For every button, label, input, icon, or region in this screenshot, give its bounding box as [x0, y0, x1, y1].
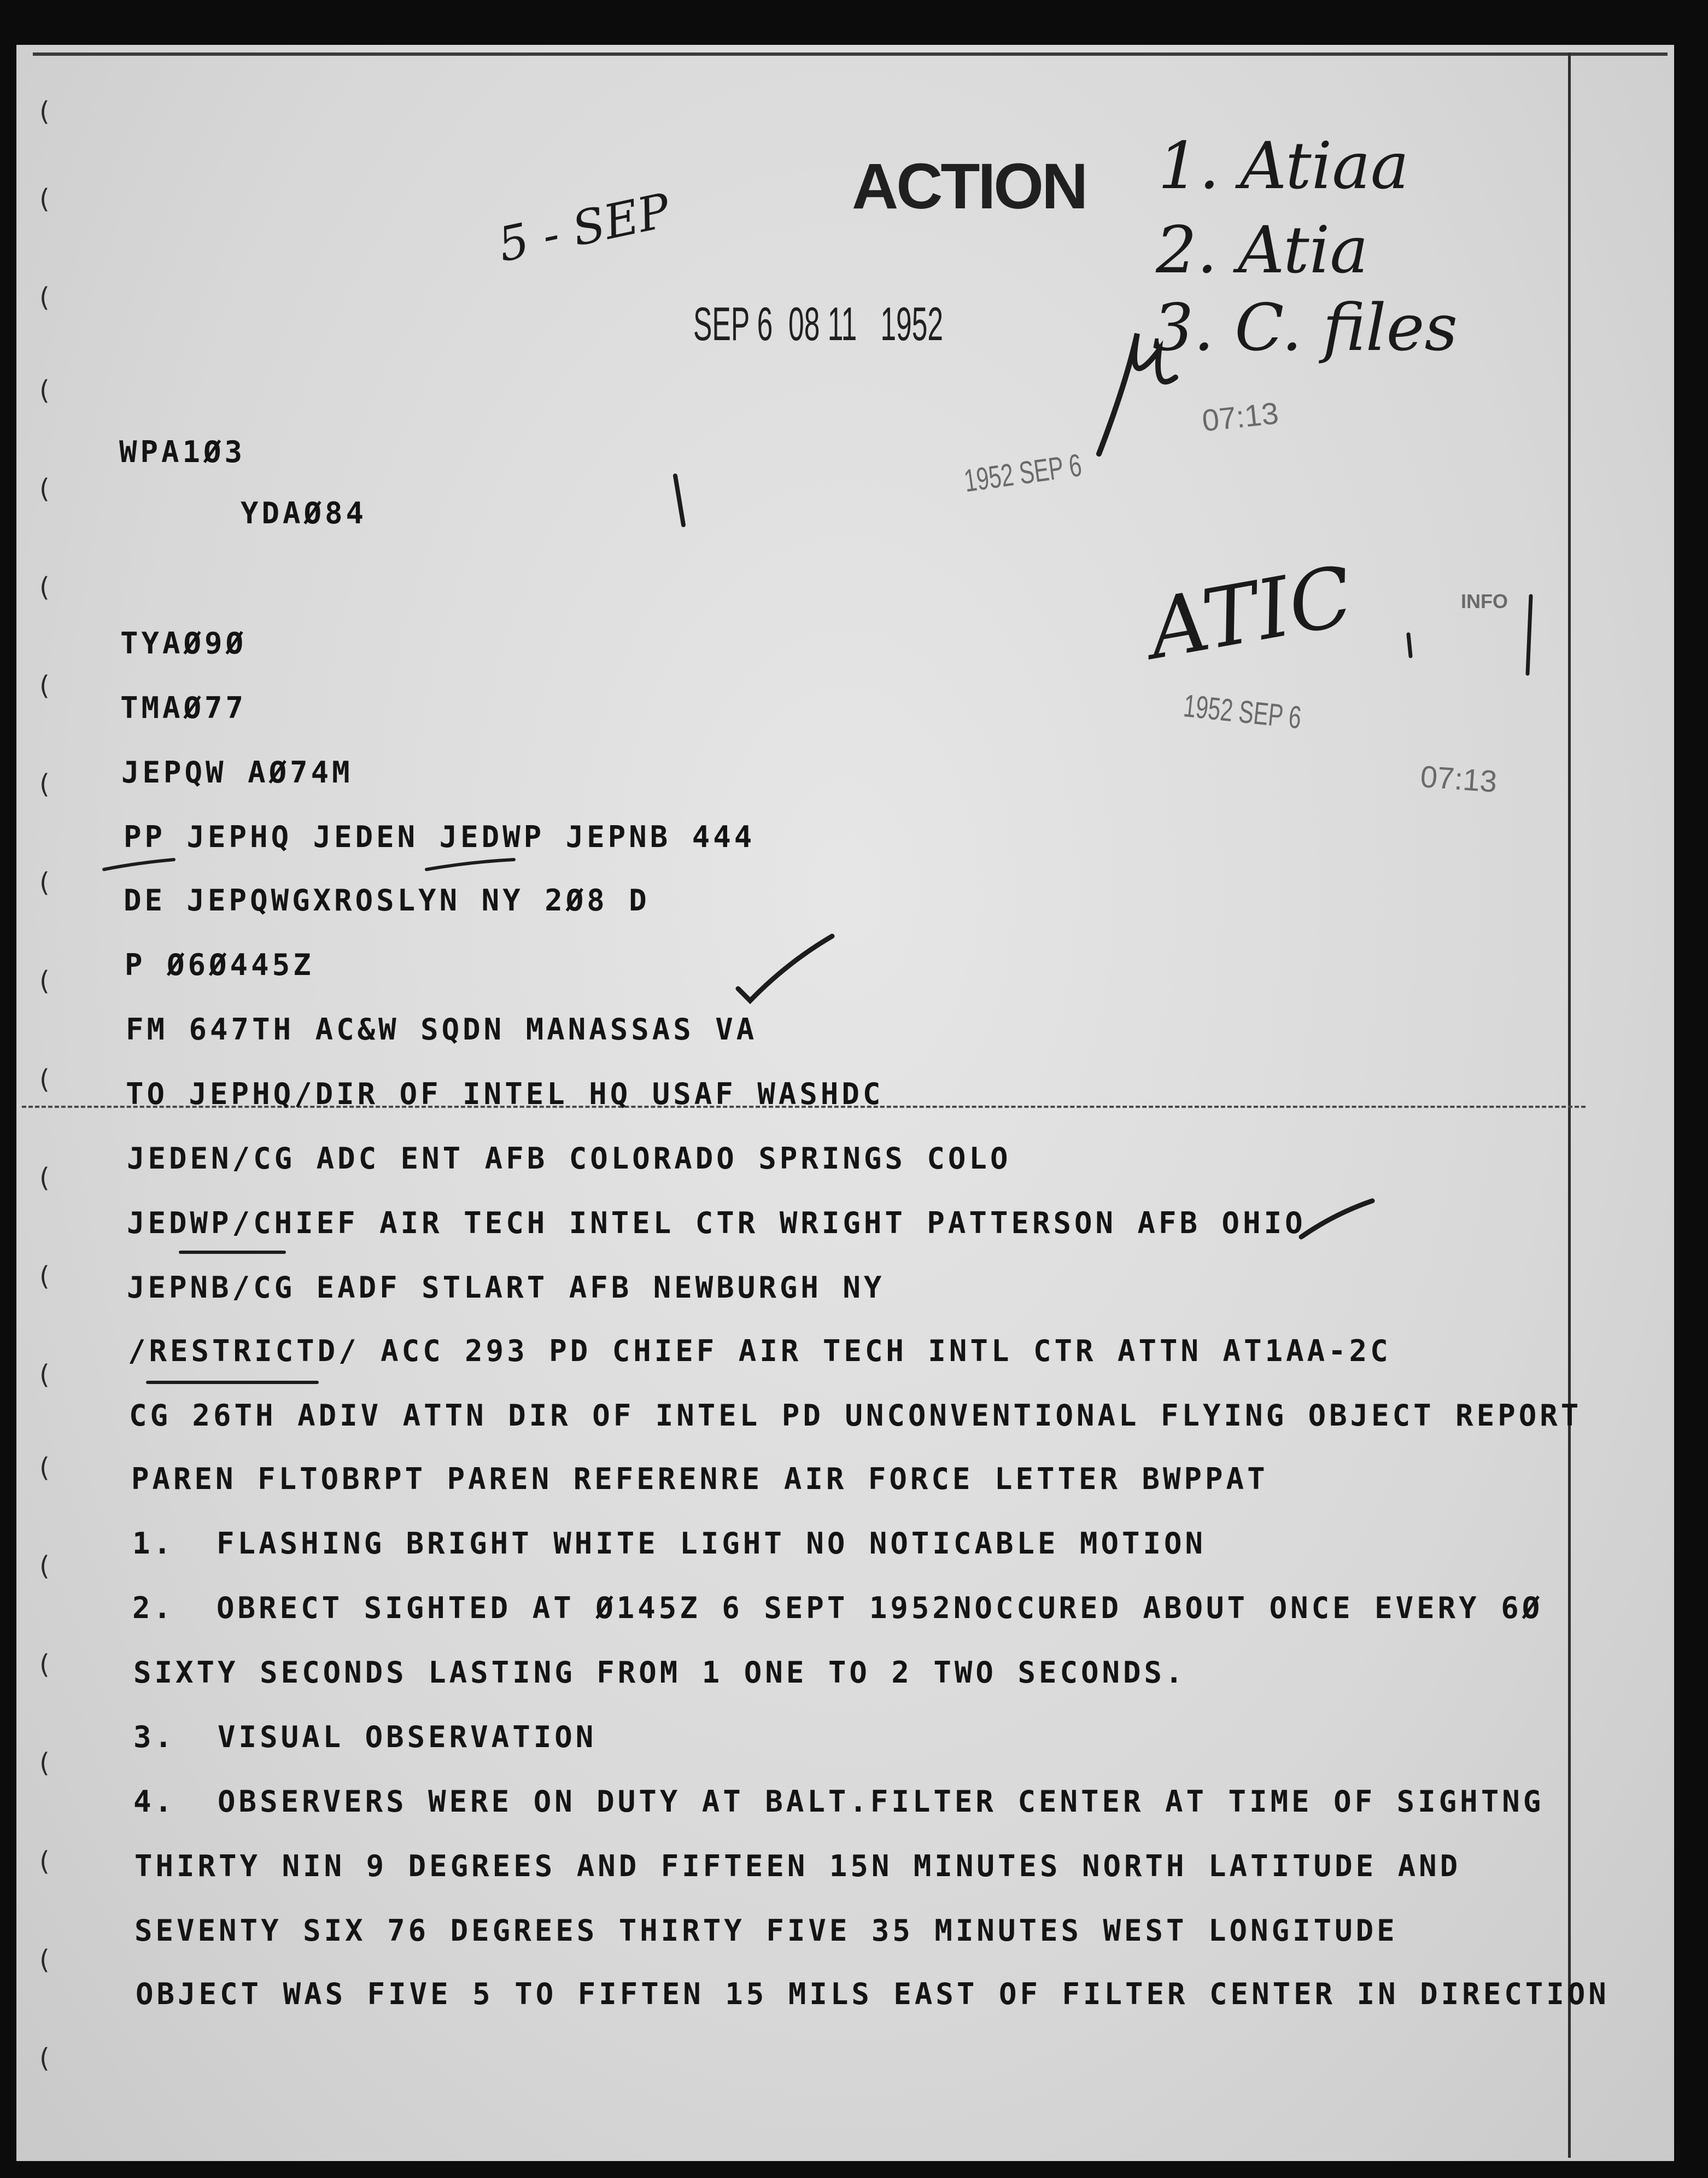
punch-mark: (: [39, 184, 50, 214]
punch-mark: (: [39, 1846, 50, 1877]
message-line: 3. VISUAL OBSERVATION: [133, 1720, 597, 1754]
receipt-stroke: [1528, 596, 1531, 674]
message-line: /RESTRICTD/ ACC 293 PD CHIEF AIR TECH INTL CTR ATTN AT1AA-2C: [128, 1334, 1391, 1368]
punch-mark: (: [39, 670, 50, 701]
time-stamp: 07:13: [1200, 395, 1280, 438]
punch-mark: (: [39, 1163, 50, 1193]
time-stamp-2: 07:13: [1419, 759, 1499, 799]
handwritten-date-note: 5 - SEP: [493, 183, 675, 273]
handwritten-routing-1: 1. Atiaa: [1158, 128, 1409, 203]
message-line: OBJECT WAS FIVE 5 TO FIFTEN 15 MILS EAST OF FILTER CENTER IN DIRECTION: [136, 1977, 1610, 2011]
message-line: CG 26TH ADIV ATTN DIR OF INTEL PD UNCONVENTIONAL FLYING OBJECT REPORT: [129, 1398, 1582, 1433]
action-stamp: ACTION: [852, 150, 1086, 223]
message-line: 1. FLASHING BRIGHT WHITE LIGHT NO NOTICABLE MOTION: [132, 1526, 1207, 1561]
message-line: P Ø6Ø445Z: [125, 948, 314, 982]
message-line: JEDWP/CHIEF AIR TECH INTEL CTR WRIGHT PATTERSON AFB OHIO: [127, 1206, 1306, 1240]
punch-mark: (: [39, 1261, 50, 1292]
received-stamp-3: 1952 SEP 6: [1181, 688, 1303, 736]
check-mark-icon: [1301, 1201, 1372, 1237]
underline-jephq: [104, 860, 174, 869]
punch-mark: (: [39, 769, 50, 799]
received-stamp-2: 1952 SEP 6: [962, 447, 1084, 499]
punch-mark: (: [39, 1452, 50, 1483]
receipt-stroke: [1408, 634, 1411, 656]
message-line: 4. OBSERVERS WERE ON DUTY AT BALT.FILTER CENTER AT TIME OF SIGHTNG: [133, 1784, 1545, 1819]
punch-mark: (: [39, 1064, 50, 1095]
message-line: 2. OBRECT SIGHTED AT Ø145Z 6 SEPT 1952NOCCURED ABOUT ONCE EVERY 6Ø: [132, 1591, 1543, 1625]
message-line: TO JEPHQ/DIR OF INTEL HQ USAF WASHDC: [126, 1077, 884, 1111]
message-line: JEPNB/CG EADF STLART AFB NEWBURGH NY: [127, 1270, 885, 1305]
message-line: WPA1Ø3: [119, 435, 246, 469]
punch-mark: (: [39, 96, 50, 127]
punch-mark: (: [39, 966, 50, 996]
message-line: JEDEN/CG ADC ENT AFB COLORADO SPRINGS COLO: [127, 1141, 1011, 1176]
punch-mark: (: [39, 474, 50, 504]
handwritten-routing-2: 2. Atia: [1156, 212, 1368, 288]
check-mark-icon: [738, 936, 832, 1001]
punch-mark: (: [39, 1748, 50, 1778]
punch-mark: (: [39, 1551, 50, 1581]
message-line: YDAØ84: [241, 496, 367, 530]
receipt-stroke: [675, 476, 683, 525]
message-line: TYAØ9Ø: [120, 626, 247, 661]
message-line: JEPQW AØ74M: [121, 755, 353, 790]
message-line: FM 647TH AC&W SQDN MANASSAS VA: [126, 1012, 758, 1047]
message-line: DE JEPQWGXROSLYN NY 2Ø8 D: [124, 883, 650, 918]
punch-mark: (: [39, 572, 50, 603]
initials-stroke: [1099, 334, 1175, 454]
message-line: THIRTY NIN 9 DEGREES AND FIFTEEN 15N MINUTES NORTH LATITUDE AND: [134, 1849, 1461, 1883]
handwritten-atic: ATIC: [1141, 548, 1360, 678]
punch-mark: (: [39, 375, 50, 406]
underline-jedwp: [426, 860, 514, 869]
handwritten-routing-3: 3. C. files: [1153, 290, 1458, 365]
punch-mark: (: [39, 282, 50, 313]
message-line: PP JEPHQ JEDEN JEDWP JEPNB 444: [124, 820, 756, 854]
message-line: TMAØ77: [120, 691, 247, 725]
punch-mark: (: [39, 1945, 50, 1975]
info-box-label: INFO: [1461, 590, 1508, 612]
received-date-stamp: SEP 6 08 11 1952: [693, 298, 944, 351]
message-line: SEVENTY SIX 76 DEGREES THIRTY FIVE 35 MINUTES WEST LONGITUDE: [134, 1913, 1398, 1948]
punch-mark: (: [39, 1359, 50, 1390]
punch-mark: (: [39, 867, 50, 898]
message-line: PAREN FLTOBRPT PAREN REFERENRE AIR FORCE LETTER BWPPAT: [131, 1462, 1268, 1496]
punch-mark: (: [39, 1649, 50, 1680]
message-line: SIXTY SECONDS LASTING FROM 1 ONE TO 2 TWO SECONDS.: [133, 1655, 1186, 1690]
punch-mark: (: [39, 2043, 50, 2074]
